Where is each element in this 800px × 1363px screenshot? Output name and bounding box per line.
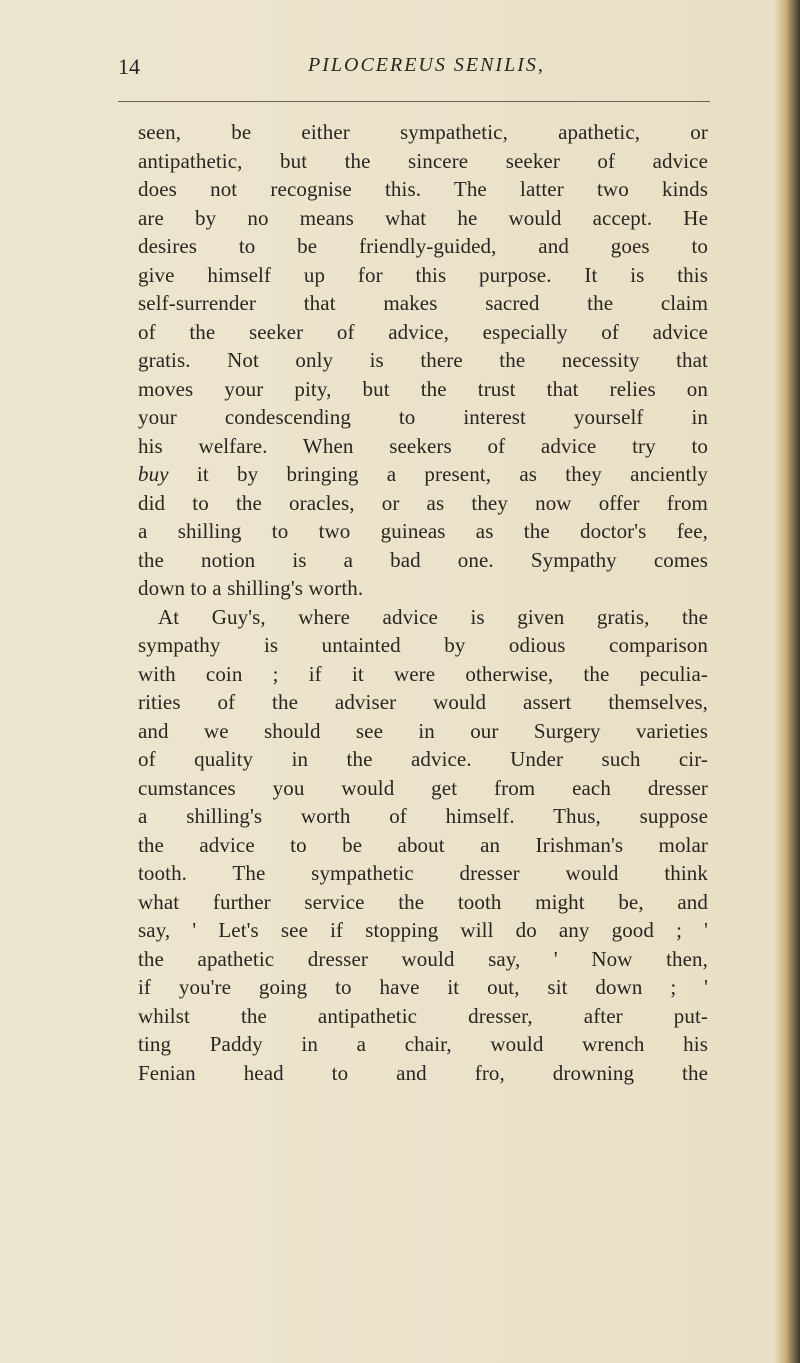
text-line: his welfare. When seekers of advice try to (138, 433, 708, 458)
page-edge-shadow (774, 0, 800, 1363)
running-title: PILOCEREUS SENILIS, (308, 54, 545, 76)
text-line: ting Paddy in a chair, would wrench his (138, 1032, 708, 1056)
text-line-rest: it by bringing a present, as they anciently (196, 462, 708, 486)
text-line: a shilling to two guineas as the doctor's fee, (138, 519, 708, 543)
text-line: the advice to be about an Irishman's molar (138, 832, 708, 857)
text-line: your condescending to interest yourself in (138, 405, 708, 429)
text-line: seen, be either sympathetic, apathetic, or (138, 120, 708, 144)
text-line: of quality in the advice. Under such cir- (138, 747, 708, 771)
italic-word: buy (138, 462, 169, 486)
text-line: with coin ; if it were otherwise, the peculia- (138, 661, 708, 686)
text-line: whilst the antipathetic dresser, after put- (138, 1003, 708, 1028)
text-line: if you're going to have it out, sit down ; ' (138, 975, 708, 999)
text-line: are by no means what he would accept. He (138, 205, 708, 230)
text-line: tooth. The sympathetic dresser would think (138, 861, 708, 885)
text-line: self-surrender that makes sacred the claim (138, 291, 708, 315)
text-line: does not recognise this. The latter two kinds (138, 177, 708, 201)
text-line: the notion is a bad one. Sympathy comes (138, 547, 708, 572)
text-line: say, ' Let's see if stopping will do any good ; ' (138, 918, 708, 942)
page-number: 14 (118, 54, 140, 79)
text-line: the apathetic dresser would say, ' Now then, (138, 946, 708, 971)
text-line-with-italic (138, 460, 708, 489)
text-line: rities of the adviser would assert themselves, (138, 690, 708, 714)
header-rule (118, 101, 710, 102)
text-line: moves your pity, but the trust that relies on (138, 376, 708, 401)
text-line: down to a shilling's worth. (138, 576, 364, 600)
text-line: what further service the tooth might be, and (138, 889, 708, 914)
text-line: of the seeker of advice, especially of advice (138, 319, 708, 344)
text-line: gratis. Not only is there the necessity that (138, 348, 708, 372)
text-line: a shilling's worth of himself. Thus, suppose (138, 804, 708, 828)
text-line: desires to be friendly-guided, and goes to (138, 234, 708, 258)
text-line: Fenian head to and fro, drowning the (138, 1060, 708, 1085)
text-line: cumstances you would get from each dresser (138, 775, 708, 800)
text-line: antipathetic, but the sincere seeker of advice (138, 148, 708, 173)
text-line: At Guy's, where advice is given gratis, the (158, 604, 708, 629)
page-header (0, 54, 800, 94)
text-line: did to the oracles, or as they now offer from (138, 490, 708, 515)
text-line: and we should see in our Surgery varieties (138, 718, 708, 743)
text-line: give himself up for this purpose. It is this (138, 262, 708, 287)
text-line: sympathy is untainted by odious comparison (138, 633, 708, 657)
body-text (138, 118, 708, 1087)
